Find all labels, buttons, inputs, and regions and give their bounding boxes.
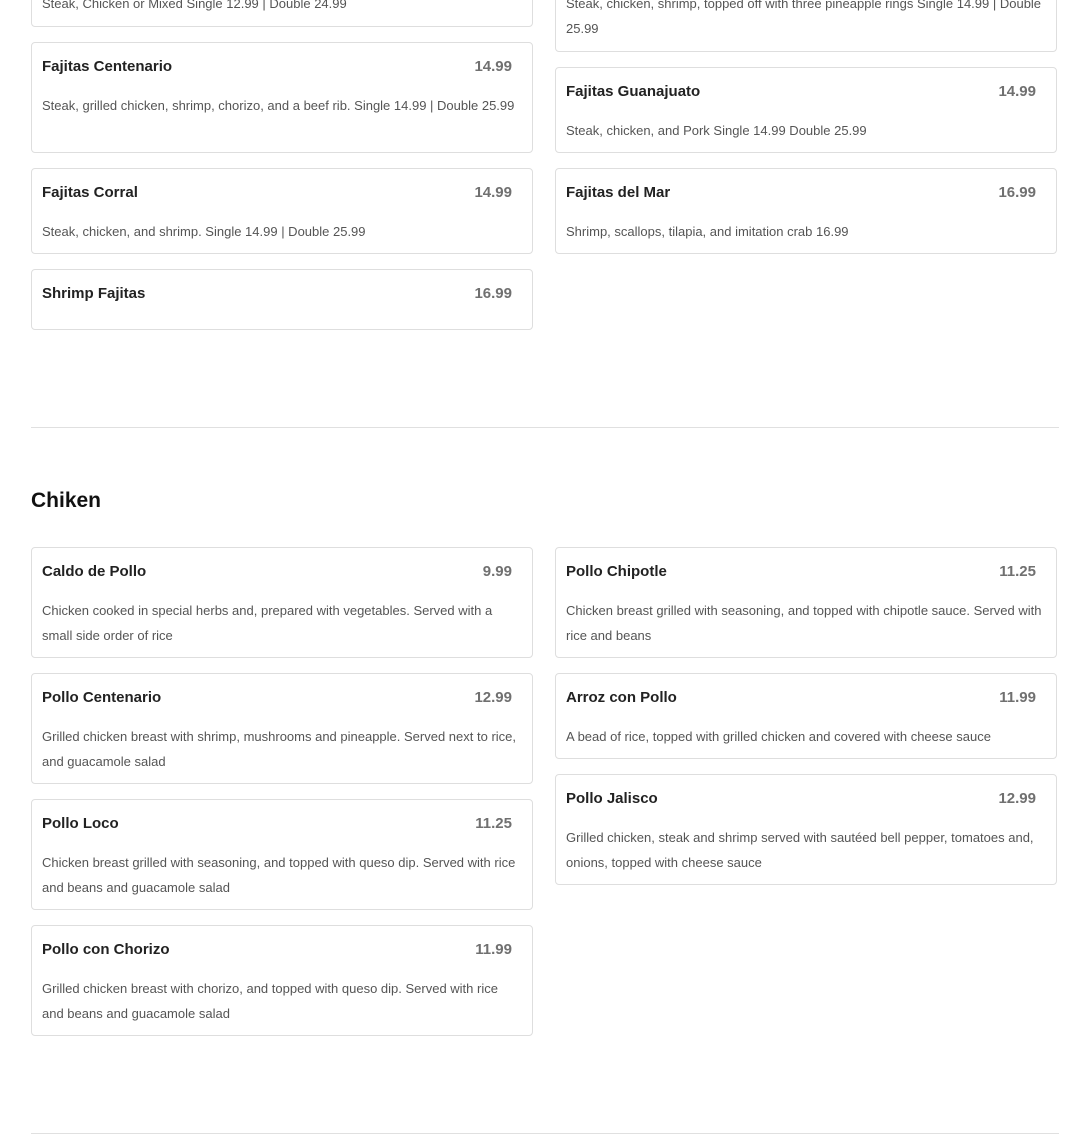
section-title-chicken: Chiken — [31, 489, 102, 512]
section-divider — [31, 427, 1059, 428]
menu-item-card[interactable] — [555, 673, 1057, 759]
menu-item-description: Chicken cooked in special herbs and, prepared with vegetables. Served with a small side order of rice — [42, 603, 493, 643]
menu-item-card[interactable] — [555, 547, 1057, 658]
menu-item-price: 14.99 — [474, 184, 512, 201]
menu-item-price: 11.25 — [999, 563, 1036, 580]
menu-item-name: Pollo Loco — [42, 815, 119, 832]
menu-item-name: Pollo con Chorizo — [42, 941, 170, 958]
menu-item-description: Chicken breast grilled with seasoning, and topped with queso dip. Served with rice and beans and guacamole salad — [42, 855, 516, 895]
menu-item-price: 11.25 — [475, 815, 512, 832]
menu-item-card[interactable] — [31, 547, 533, 658]
menu-item-name: Fajitas Centenario — [42, 58, 173, 75]
menu-item-description: Grilled chicken, steak and shrimp served with sautéed bell pepper, tomatoes and, onions, topped with cheese sauce — [566, 830, 1034, 870]
menu-item-description: Steak, grilled chicken, shrimp, chorizo, and a beef rib. Single 14.99 | Double 25.99 — [42, 98, 515, 113]
menu-item-price: 14.99 — [998, 83, 1036, 100]
menu-item-description: Chicken breast grilled with seasoning, and topped with chipotle sauce. Served with rice and beans — [566, 603, 1042, 643]
menu-item-name: Caldo de Pollo — [42, 563, 147, 580]
menu-item-description: Steak, Chicken or Mixed Single 12.99 | Double 24.99 — [42, 0, 347, 11]
menu-item-price: 9.99 — [482, 563, 512, 580]
menu-item-description: Shrimp, scallops, tilapia, and imitation crab 16.99 — [566, 224, 849, 239]
menu-item-description: A bead of rice, topped with grilled chicken and covered with cheese sauce — [566, 729, 991, 744]
menu-item-price: 16.99 — [998, 184, 1036, 201]
section-divider — [31, 1133, 1059, 1134]
menu-item-card[interactable] — [31, 168, 533, 254]
menu-item-name: Shrimp Fajitas — [42, 285, 146, 302]
menu-item-card[interactable] — [31, 269, 533, 330]
menu-item-price: 12.99 — [998, 790, 1036, 807]
menu-item-name: Fajitas Guanajuato — [566, 83, 701, 100]
menu-item-card[interactable] — [31, 925, 533, 1036]
menu-item-name: Fajitas del Mar — [566, 184, 671, 201]
menu-item-card[interactable] — [555, 67, 1057, 153]
menu-item-name: Pollo Chipotle — [566, 563, 667, 580]
menu-item-card[interactable] — [31, 673, 533, 784]
menu-item-description: Steak, chicken, and Pork Single 14.99 Double 25.99 — [566, 123, 867, 138]
menu-item-card[interactable] — [555, 0, 1057, 52]
menu-item-price: 14.99 — [474, 58, 512, 75]
menu-item-name: Fajitas Corral — [42, 184, 138, 201]
menu-item-card[interactable] — [555, 774, 1057, 885]
menu-item-card[interactable] — [555, 168, 1057, 254]
menu-item-price: 11.99 — [475, 941, 512, 958]
menu-item-card[interactable] — [31, 42, 533, 153]
menu-item-price: 12.99 — [474, 689, 512, 706]
menu-item-card[interactable] — [31, 0, 533, 27]
menu-item-name: Arroz con Pollo — [566, 689, 677, 706]
menu-item-description: Grilled chicken breast with shrimp, mushrooms and pineapple. Served next to rice, and guacamole salad — [42, 729, 516, 769]
menu-item-description: Steak, chicken, and shrimp. Single 14.99 | Double 25.99 — [42, 224, 366, 239]
menu-item-description: Grilled chicken breast with chorizo, and topped with queso dip. Served with rice and beans and guacamole salad — [42, 981, 498, 1021]
menu-item-name: Pollo Jalisco — [566, 790, 658, 807]
menu-item-card[interactable] — [31, 799, 533, 910]
menu-item-name: Pollo Centenario — [42, 689, 162, 706]
menu-item-description: Steak, chicken, shrimp, topped off with three pineapple rings Single 14.99 | Double 25.99 — [566, 0, 1042, 36]
menu-item-price: 11.99 — [999, 689, 1036, 706]
menu-item-price: 16.99 — [474, 285, 512, 302]
